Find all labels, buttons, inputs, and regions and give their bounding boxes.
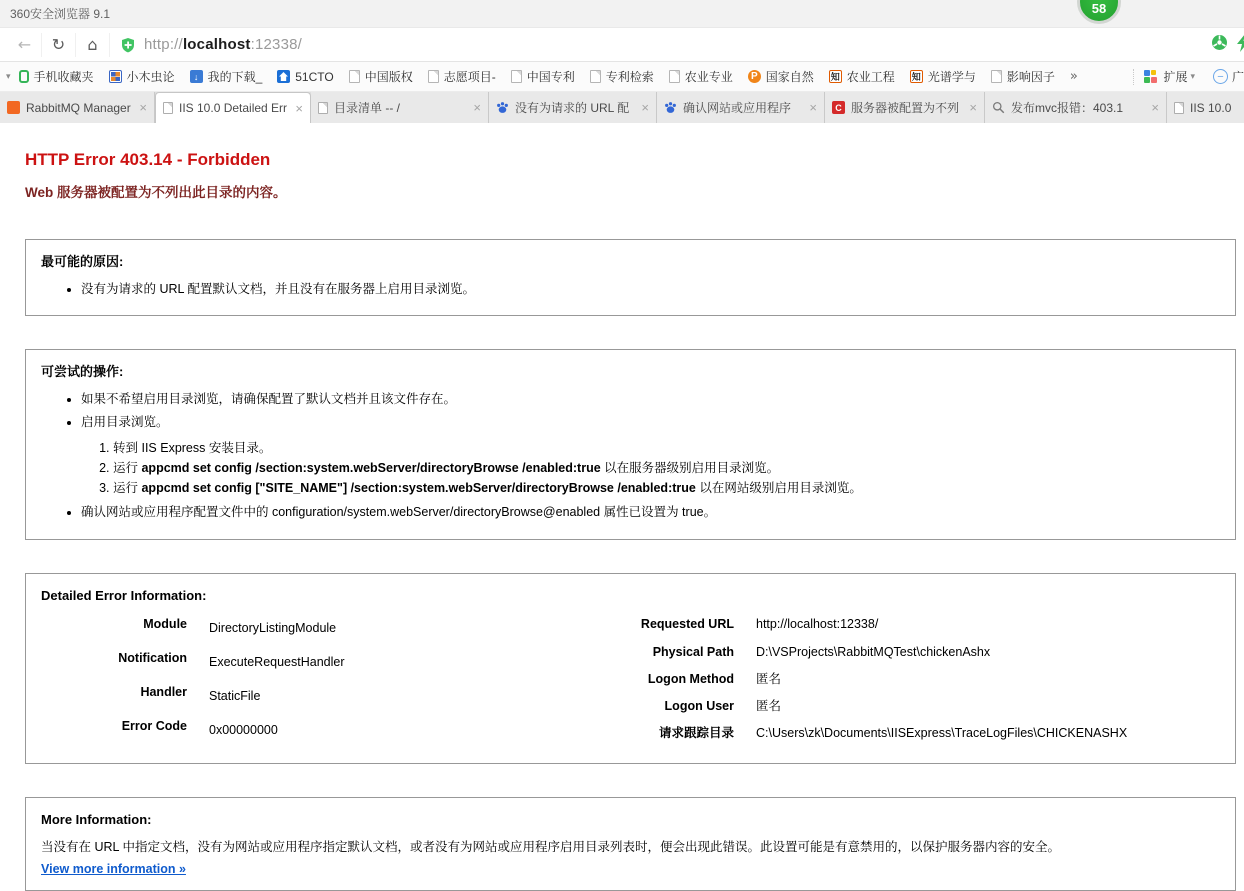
- step-text: 转到 IIS Express 安装目录。: [113, 441, 272, 456]
- security-score-badge[interactable]: [1077, 0, 1121, 24]
- try-heading: 可尝试的操作:: [41, 363, 124, 379]
- bookmark-label: 国家自然: [765, 70, 814, 84]
- bookmarks-bar: [0, 62, 1244, 92]
- extensions-button[interactable]: 扩展: [1163, 70, 1188, 84]
- try-step: [113, 439, 1220, 457]
- table-row: [601, 697, 1127, 724]
- url-input[interactable]: [120, 36, 1244, 53]
- separator: [1133, 69, 1134, 85]
- page-icon: [163, 102, 173, 114]
- close-icon[interactable]: ×: [139, 100, 147, 115]
- grid-icon: [109, 70, 122, 83]
- tab-iis-detailed-error[interactable]: [155, 92, 311, 123]
- close-icon[interactable]: ×: [1151, 100, 1159, 115]
- addressbar-actions: [1211, 28, 1244, 62]
- address-bar: [0, 28, 1244, 62]
- try-item-text: 启用目录浏览。: [81, 414, 169, 429]
- bookmarks-overflow-icon[interactable]: »: [1069, 69, 1078, 84]
- detail-value: 匿名: [756, 671, 782, 686]
- window-title: 360安全浏览器 9.1: [10, 7, 111, 21]
- bookmark-label: 光谱学与: [927, 70, 976, 84]
- table-row: [41, 717, 601, 751]
- download-icon: ↓: [190, 70, 203, 83]
- back-icon[interactable]: ←: [8, 33, 42, 57]
- detail-value: StaticFile: [209, 688, 261, 703]
- close-icon[interactable]: ×: [969, 100, 977, 115]
- adblock-label: 广: [1231, 70, 1244, 84]
- table-row: [601, 670, 1127, 697]
- search-icon: [992, 101, 1005, 114]
- table-row: [41, 683, 601, 717]
- cnki-icon: 知: [830, 72, 840, 82]
- adblock-icon[interactable]: −: [1213, 69, 1228, 84]
- page-icon: [669, 70, 680, 83]
- details-heading: Detailed Error Information:: [41, 587, 207, 603]
- tab-rabbitmq[interactable]: [0, 92, 155, 123]
- tab-label: 服务器被配置为不列: [851, 101, 960, 115]
- close-icon[interactable]: ×: [641, 100, 649, 115]
- cause-item: • 没有为请求的 URL 配置默认文档，并且没有在服务器上启用目录浏览。: [81, 280, 1220, 298]
- close-icon[interactable]: ×: [473, 100, 481, 115]
- detail-label: Requested URL: [640, 617, 734, 632]
- try-item: • 如果不希望启用目录浏览，请确保配置了默认文档并且该文件存在。: [81, 390, 1220, 408]
- try-box: [25, 349, 1236, 540]
- tab-label: 确认网站或应用程序: [683, 101, 792, 115]
- table-row: [601, 724, 1127, 751]
- window-titlebar: [0, 0, 1244, 28]
- step-text: 运行: [113, 461, 142, 476]
- nsfc-icon: P: [748, 70, 761, 83]
- try-step: [113, 459, 1220, 477]
- bookmark-label: 农业工程: [846, 70, 895, 84]
- detail-label: Notification: [118, 651, 187, 666]
- detail-value: DirectoryListingModule: [209, 620, 337, 635]
- try-step: [113, 479, 1220, 497]
- bookmark-item[interactable]: [277, 70, 333, 84]
- detail-value: 匿名: [756, 698, 782, 713]
- causes-heading: 最可能的原因:: [41, 254, 124, 269]
- table-row: [601, 643, 1127, 670]
- tab-bar: [0, 92, 1244, 123]
- cnki-icon: 知: [911, 72, 921, 82]
- step-text: 以在网站级别启用目录浏览。: [695, 481, 862, 496]
- tab-csdn[interactable]: [825, 92, 985, 123]
- detail-value: D:\VSProjects\RabbitMQTest\chickenAshx: [756, 644, 991, 659]
- more-info-text: 当没有在 URL 中指定文档，没有为网站或应用程序指定默认文档，或者没有为网站或应用程序启用目录列表时，便会出现此错误。此设置可能是有意禁用的，以保护服务器内容的安全。: [41, 839, 1060, 854]
- tab-baidu-result-1[interactable]: [489, 92, 657, 123]
- bookmark-label: 专利检索: [605, 70, 654, 84]
- try-item-text: 确认网站或应用程序配置文件中的: [81, 505, 272, 520]
- bookmark-item[interactable]: [829, 68, 895, 85]
- tab-label: 发布mvc报错：403.1: [1011, 101, 1124, 115]
- bookmark-label: 小木虫论: [126, 70, 175, 84]
- refresh-icon[interactable]: ↻: [42, 33, 76, 57]
- bookmark-item[interactable]: [590, 68, 654, 85]
- url-text: [144, 36, 302, 53]
- more-info-box: [25, 797, 1236, 891]
- badge-count: 58: [1091, 1, 1107, 16]
- bookmark-item[interactable]: [428, 68, 496, 85]
- close-icon[interactable]: ×: [295, 100, 303, 116]
- detail-label: Handler: [140, 685, 187, 700]
- details-box: [25, 573, 1236, 764]
- step-code: appcmd set config /section:system.webServer/directoryBrowse /enabled:true: [141, 461, 601, 476]
- bookmark-label: 农业专业: [684, 70, 733, 84]
- tab-label: 目录清单 -- /: [334, 101, 400, 115]
- page-icon: [991, 70, 1002, 83]
- step-text: 运行: [113, 481, 142, 496]
- detail-label: Logon User: [664, 698, 734, 713]
- 51cto-icon: [277, 70, 290, 83]
- extensions-icon: [1144, 70, 1158, 84]
- page-icon: [1174, 102, 1184, 114]
- bookmark-item[interactable]: [19, 68, 94, 85]
- bookmark-item[interactable]: [991, 68, 1055, 85]
- error-title: HTTP Error 403.14 - Forbidden: [25, 150, 271, 169]
- try-item-text: 属性已设置为 true。: [600, 505, 717, 520]
- shield-plus-icon[interactable]: [120, 37, 136, 53]
- tab-label: IIS 10.0: [1190, 100, 1232, 115]
- bookmark-label: 51CTO: [295, 69, 334, 84]
- try-item-code: configuration/system.webServer/directoryBrowse@enabled: [271, 505, 601, 520]
- step-code: appcmd set config ["SITE_NAME"] /section:system.webServer/directoryBrowse /enabled:true: [141, 481, 696, 496]
- page-content: [0, 123, 1244, 891]
- more-info-heading: More Information:: [41, 812, 152, 828]
- details-table-right: [601, 615, 1127, 751]
- page-icon: [318, 102, 328, 114]
- causes-box: [25, 239, 1236, 316]
- tab-label: IIS 10.0 Detailed Err: [179, 101, 288, 115]
- step-text: 以在服务器级别启用目录浏览。: [600, 461, 780, 476]
- close-icon[interactable]: ×: [809, 100, 817, 115]
- extensions-dropdown-icon[interactable]: ▾: [1190, 71, 1195, 82]
- detail-label: Error Code: [121, 719, 187, 734]
- page-icon: [349, 70, 360, 83]
- url-rest: :12338/: [250, 36, 303, 53]
- view-more-link[interactable]: View more information »: [41, 862, 186, 876]
- rabbitmq-icon: [7, 101, 20, 114]
- url-scheme: http://: [144, 36, 183, 53]
- tab-mvc-error[interactable]: [985, 92, 1167, 123]
- phone-icon: [19, 70, 29, 83]
- bookmark-label: 志愿项目-: [443, 70, 496, 84]
- detail-label: Module: [143, 617, 187, 632]
- baidu-paw-icon: [664, 101, 677, 114]
- table-row: [41, 649, 601, 683]
- detail-value: C:\Users\zk\Documents\IISExpress\TraceLogFiles\CHICKENASHX: [756, 725, 1128, 740]
- tab-iis-partial[interactable]: [1167, 92, 1244, 123]
- error-subtitle: Web 服务器被配置为不列出此目录的内容。: [25, 185, 287, 200]
- bookmark-label: 我的下载_: [207, 70, 263, 84]
- tab-baidu-result-2[interactable]: [657, 92, 825, 123]
- try-item: [81, 503, 1220, 521]
- detail-value: http://localhost:12338/: [756, 617, 879, 632]
- bookmark-label: 中国版权: [364, 70, 413, 84]
- bookmark-label: 影响因子: [1006, 70, 1055, 84]
- tab-label: 没有为请求的 URL 配: [515, 101, 630, 115]
- page-icon: [590, 70, 601, 83]
- bookmark-item[interactable]: [109, 68, 175, 85]
- bookmark-label: 中国专利: [526, 70, 575, 84]
- details-table-left: [41, 615, 601, 751]
- detail-label: Physical Path: [652, 644, 734, 659]
- bookmark-item[interactable]: [190, 68, 263, 85]
- bookmark-item[interactable]: [910, 68, 976, 85]
- detail-value: ExecuteRequestHandler: [209, 654, 345, 669]
- bookmarks-right-group: [1133, 68, 1244, 85]
- table-row: [41, 615, 601, 649]
- bookmark-item[interactable]: [669, 68, 733, 85]
- page-icon: [511, 70, 522, 83]
- table-row: [601, 615, 1127, 642]
- try-item: [81, 413, 1220, 498]
- bookmark-item[interactable]: [748, 68, 814, 85]
- speed-pinwheel-icon[interactable]: [1211, 34, 1228, 56]
- page-icon: [428, 70, 439, 83]
- try-steps: [81, 439, 1220, 497]
- baidu-paw-icon: [496, 101, 509, 114]
- csdn-icon: C: [832, 101, 845, 114]
- url-host: localhost: [182, 36, 251, 53]
- bookmark-item[interactable]: [511, 68, 575, 85]
- bookmarks-dropdown-icon[interactable]: ▾: [6, 71, 11, 82]
- detail-label: 请求跟踪目录: [658, 725, 734, 740]
- tab-label: RabbitMQ Manager: [26, 100, 131, 115]
- bookmark-label: 手机收藏夹: [33, 70, 94, 84]
- boost-lightning-icon[interactable]: [1236, 34, 1244, 57]
- home-icon[interactable]: ⌂: [76, 33, 110, 57]
- tab-directory-listing[interactable]: [311, 92, 489, 123]
- detail-value: 0x00000000: [209, 722, 278, 737]
- bookmark-item[interactable]: [349, 68, 413, 85]
- detail-label: Logon Method: [647, 671, 734, 686]
